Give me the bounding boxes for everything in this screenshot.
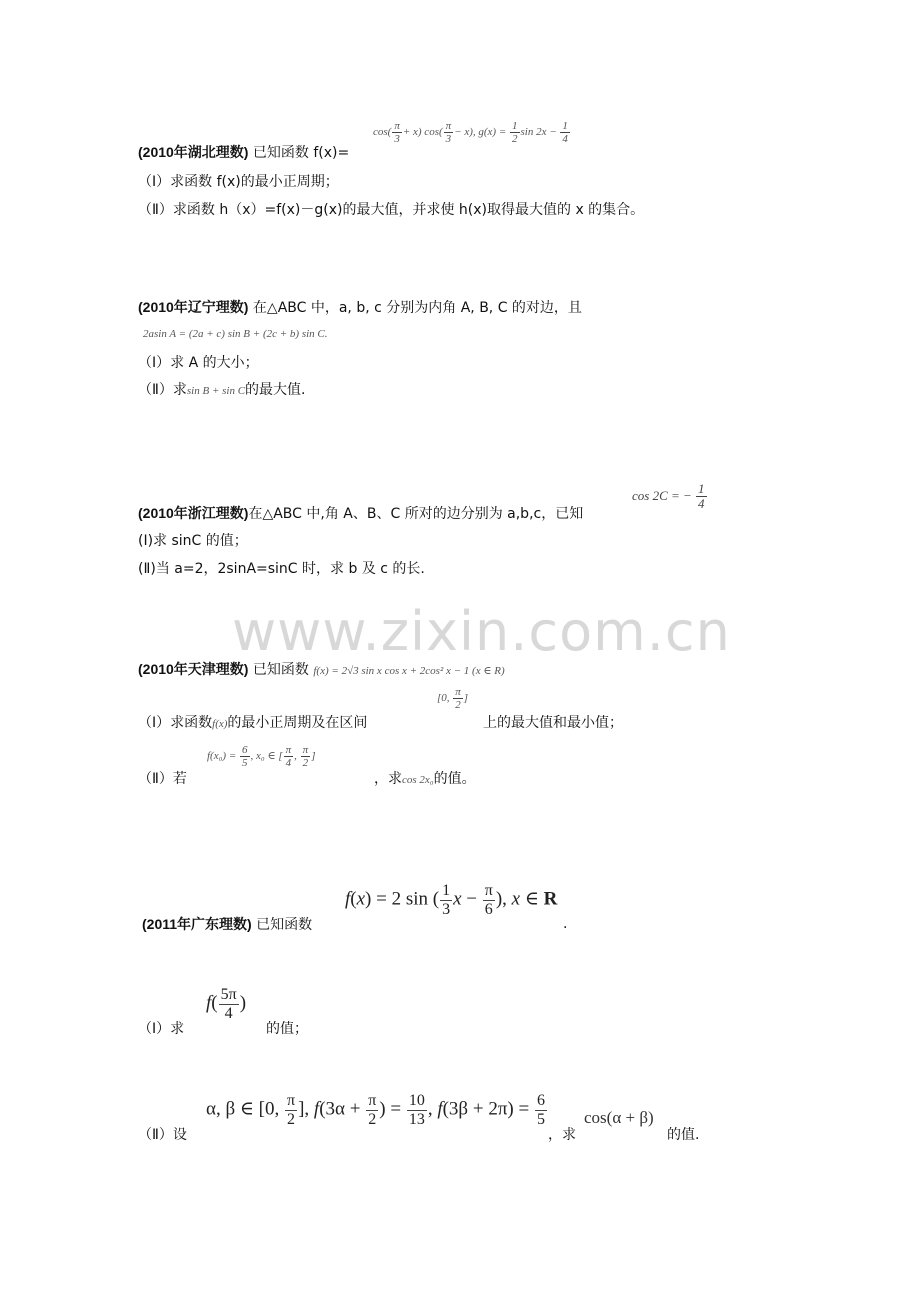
problem-1-source: (2010年湖北理数) bbox=[138, 144, 249, 160]
problem-4-q2-mid: ，求 bbox=[374, 771, 402, 787]
problem-2-source: (2010年辽宁理数) bbox=[138, 299, 249, 315]
problem-4-q1-mid: 的最小正周期及在区间 bbox=[227, 715, 368, 731]
problem-5-q1-formula: f( $\frac{5\pi}{4}$ ) bbox=[206, 986, 247, 1022]
problem-4-q1-fx: f(x) bbox=[212, 718, 228, 730]
problem-5-q2-formula: α, β ∈ [0, $\frac{\pi}{2}$ ], f(3α + $\frac{\pi}{2}$ ) = $\frac{10}{13}$ , f(3β + 2π) = $\frac{6}{5}$ bbox=[206, 1092, 545, 1128]
problem-4-q1-post: 上的最大值和最小值； bbox=[483, 715, 623, 731]
problem-5-q2-post: 的值. bbox=[667, 1127, 700, 1143]
problem-5-period: . bbox=[563, 916, 568, 932]
problem-4-q2-post: 的值。 bbox=[433, 771, 476, 787]
problem-5-intro-text: 已知函数 bbox=[256, 917, 313, 933]
problem-4-interval: [0, $\frac{\pi}{2}$ ] bbox=[437, 686, 469, 712]
problem-3-intro-text: 在△ABC 中,角 A、B、C 所对的边分别为 a,b,c，已知 bbox=[248, 506, 584, 522]
problem-3-source: (2010年浙江理数) bbox=[138, 505, 249, 521]
problem-1-intro bbox=[138, 142, 349, 163]
problem-1-formula: cos( $\frac{\pi}{3}$ + x) cos( $\frac{\pi}{3}$ − x), g(x) = $\frac{1}{2}$ sin 2x − $\frac{1}{4}$ bbox=[373, 120, 568, 146]
problem-4-q2-formula: f(x₀) = $\frac{6}{5}$ , x₀ ∈ [ $\frac{\pi}{4}$ , $\frac{\pi}{2}$ ] bbox=[207, 744, 316, 770]
problem-4-q2-pre: （Ⅱ）若 bbox=[138, 771, 187, 787]
problem-2-intro-text: 在△ABC 中，a, b, c 分别为内角 A, B, C 的对边，且 bbox=[252, 300, 582, 316]
problem-3-formula: cos 2C = − $\frac{1}{4}$ bbox=[632, 481, 705, 512]
problem-5-q2-formula2: cos(α + β) bbox=[584, 1108, 654, 1127]
problem-5-formula: f(x) = 2 sin ( $\frac{1}{3}$ x − $\frac{\pi}{6}$ ), x ∈ R bbox=[345, 882, 558, 918]
problem-5-source: (2011年广东理数) bbox=[142, 916, 252, 932]
problem-5-q2-pre: （Ⅱ）设 bbox=[138, 1127, 187, 1143]
problem-2-q2-pre: （Ⅱ）求 bbox=[138, 382, 187, 398]
problem-4-intro bbox=[138, 659, 505, 681]
problem-3-intro bbox=[138, 503, 583, 524]
problem-1-q2: （Ⅱ）求函数 h（x）=f(x)－g(x)的最大值，并求使 h(x)取得最大值的 x 的集合。 bbox=[138, 202, 645, 218]
problem-4-intro-text: 已知函数 bbox=[252, 662, 309, 678]
problem-5-q2-mid: ，求 bbox=[548, 1127, 576, 1143]
problem-2-intro bbox=[138, 297, 582, 318]
problem-1-intro-text: 已知函数 f(x)= bbox=[252, 145, 350, 161]
problem-4-source: (2010年天津理数) bbox=[138, 661, 249, 677]
problem-5-q1-pre: （Ⅰ）求 bbox=[138, 1021, 185, 1037]
problem-3-q2: (Ⅱ)当 a=2，2sinA=sinC 时，求 b 及 c 的长. bbox=[138, 561, 425, 577]
problem-2-q2-formula: sin B + sin C bbox=[186, 385, 246, 397]
problem-4-q2-tail bbox=[374, 769, 476, 790]
problem-2-q1: （Ⅰ）求 A 的大小； bbox=[138, 355, 259, 371]
problem-5-q1-post: 的值； bbox=[266, 1021, 308, 1037]
problem-2-q2 bbox=[138, 380, 306, 401]
problem-1-q1: （Ⅰ）求函数 f(x)的最小正周期； bbox=[138, 174, 339, 190]
watermark: www.zixin.com.cn bbox=[232, 600, 731, 663]
problem-4-formula: f(x) = 2√3 sin x cos x + 2cos² x − 1 (x ∈ R) bbox=[313, 665, 505, 677]
problem-5-intro bbox=[142, 914, 312, 935]
problem-4-q1 bbox=[138, 713, 367, 734]
problem-4-q1-pre: （Ⅰ）求函数 bbox=[138, 715, 213, 731]
problem-2-formula: 2asin A = (2a + c) sin B + (2c + b) sin C. bbox=[143, 328, 328, 340]
problem-4-q2-formula2: cos 2x₀ bbox=[402, 774, 434, 786]
problem-3-q1: (I)求 sinC 的值； bbox=[138, 533, 248, 549]
problem-2-q2-post: 的最大值. bbox=[245, 382, 306, 398]
